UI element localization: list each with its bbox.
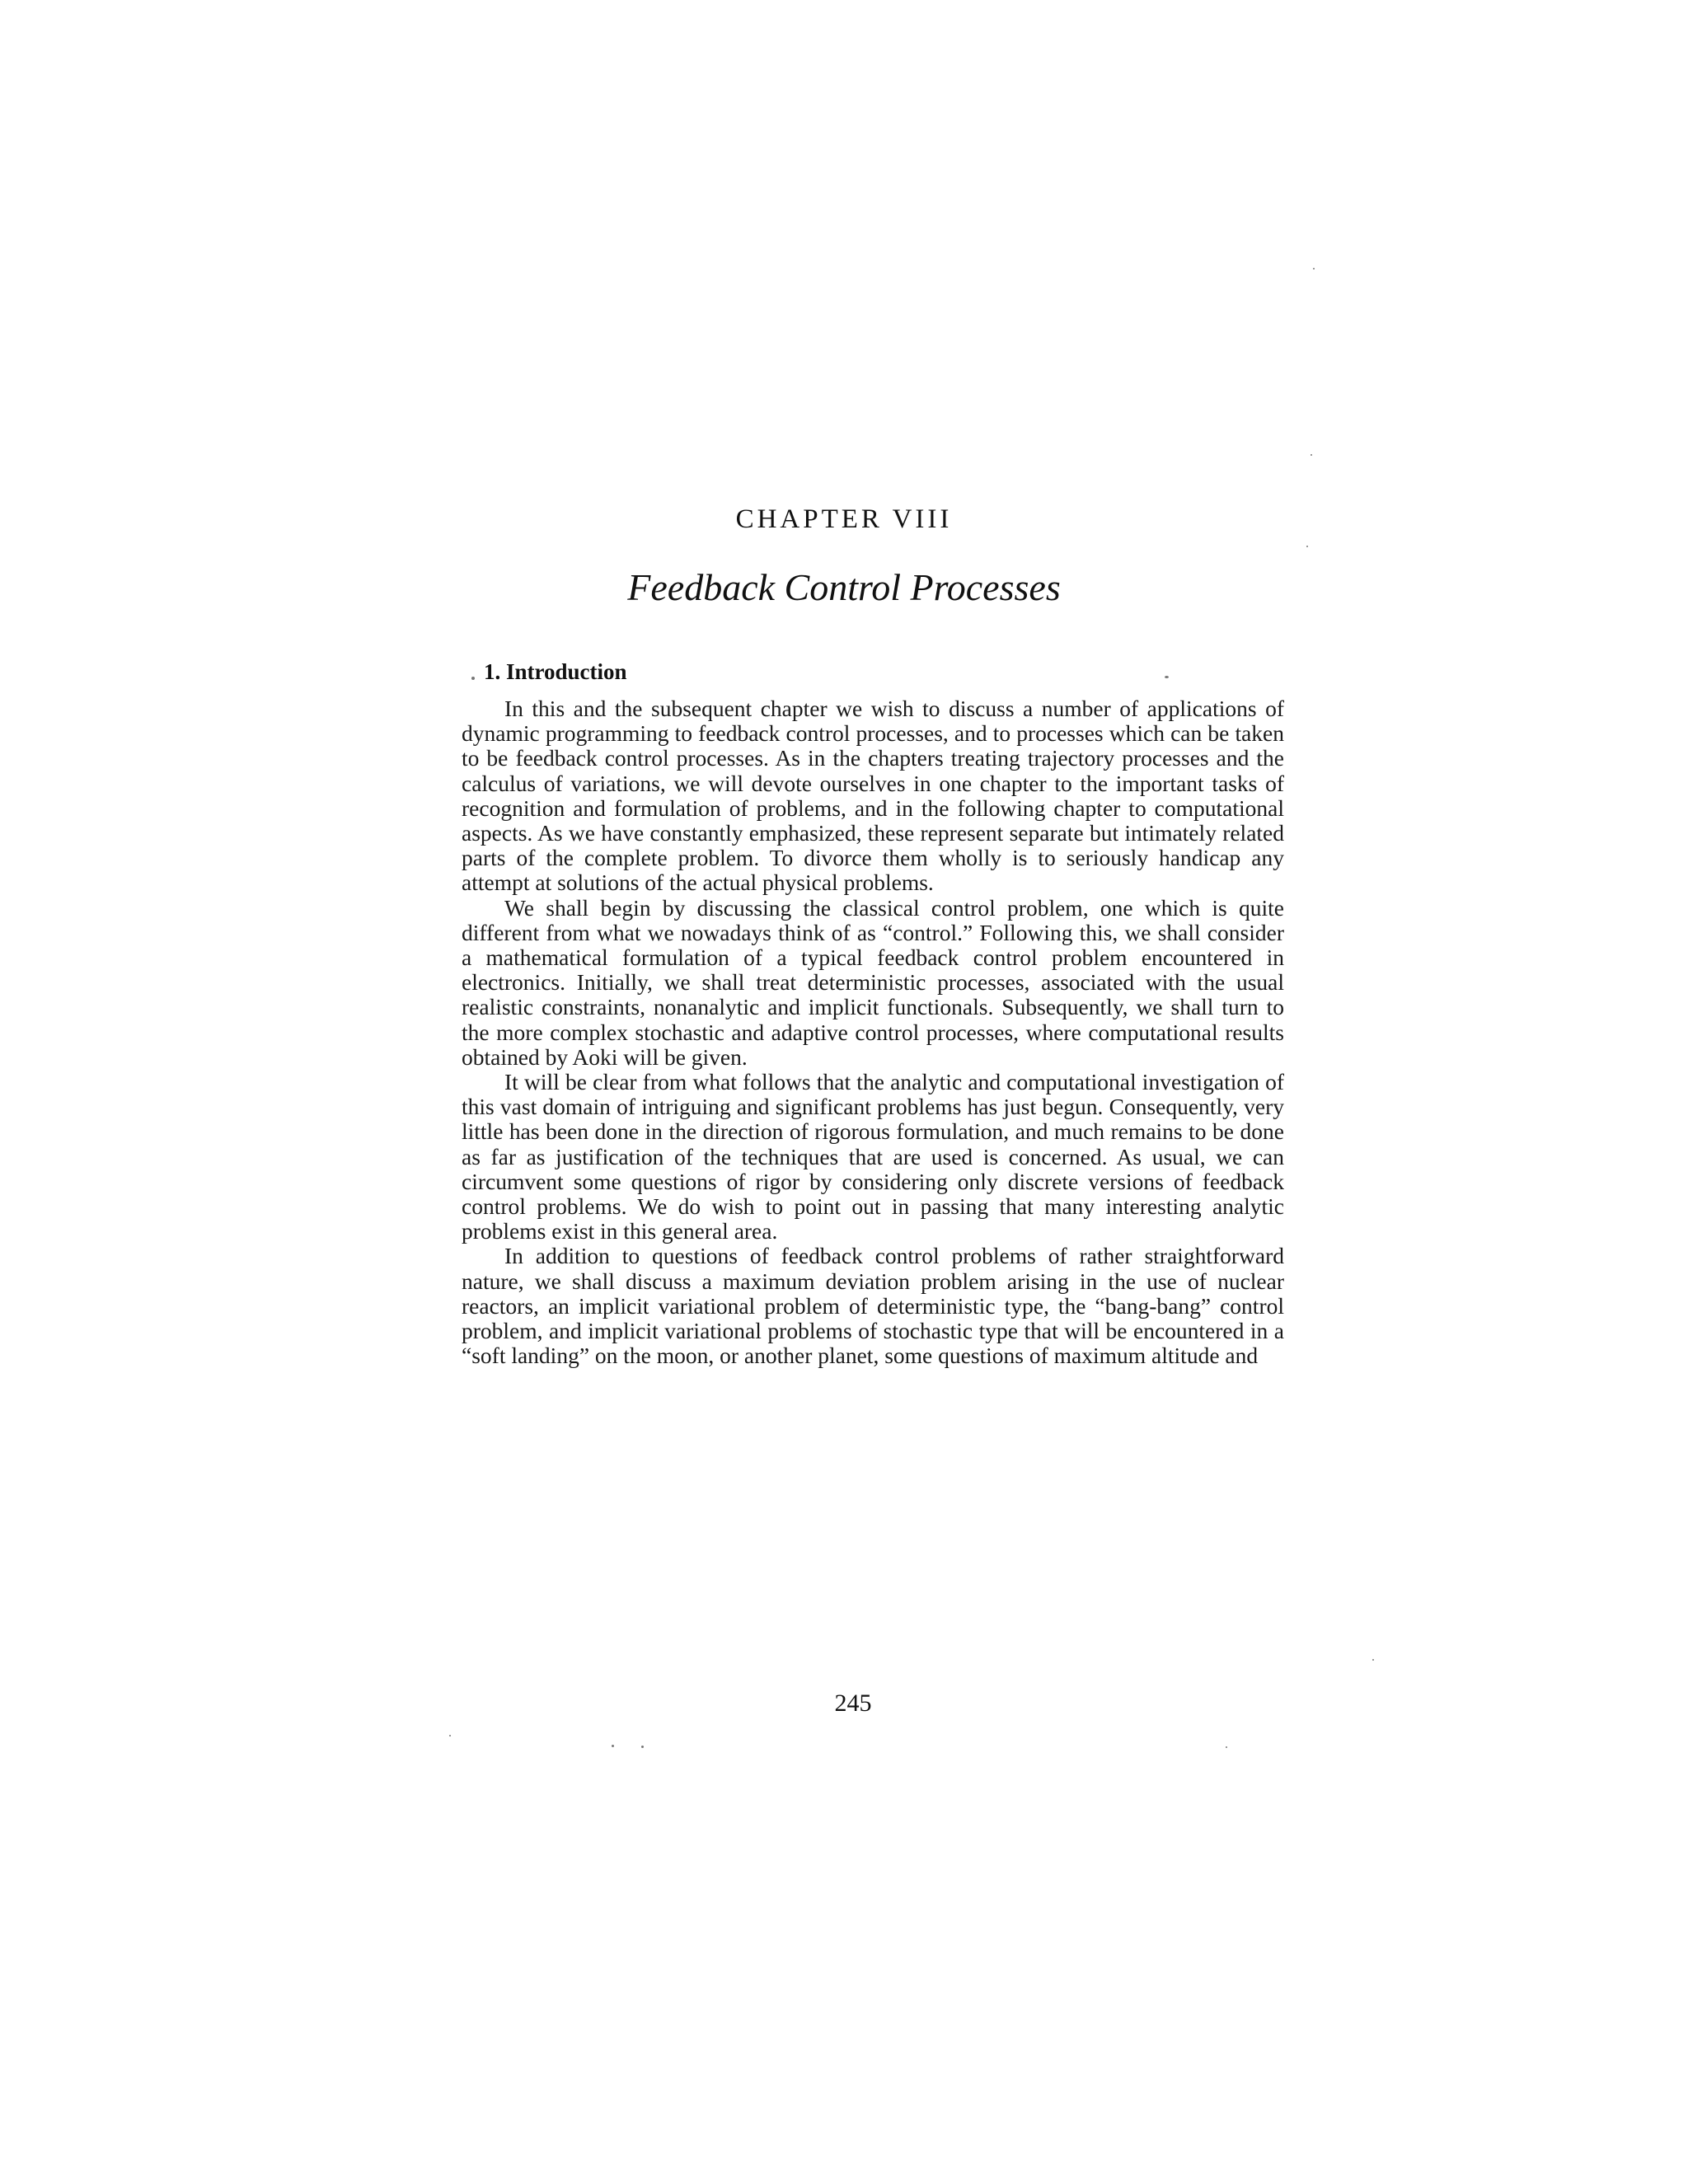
scan-speck: [1311, 454, 1312, 456]
paragraph: In this and the subsequent chapter we wish to discuss a number of applications of dynamic programming to feedback control processes, and to processes which can be taken to be feedback control processes. As in the chapters treating trajectory processes and the calculus of variations, we will devote ourselves in one chapter to the important tasks of recognition and formulation of problems, and in the following chapter to computational aspects. As we have constantly emphasized, these represent separate but intimately related parts of the complete problem. To divorce them wholly is to seriously handicap any attempt at solutions of the actual physical problems.: [462, 696, 1284, 896]
scan-speck: [449, 1735, 451, 1736]
scan-speck: [1306, 546, 1308, 547]
scan-speck: [1313, 268, 1315, 269]
section-heading: 1. Introduction: [484, 659, 627, 684]
paragraph: In addition to questions of feedback control problems of rather straightforward nature, we shall discuss a maximum deviation problem arising in the use of nuclear reactors, an implicit variational problem of deterministic type, the “bang-bang” control problem, and implicit variational problems of stochastic type that will be encountered in a “soft landing” on the moon, or another planet, some questions of maximum altitude and: [462, 1243, 1284, 1369]
chapter-title: Feedback Control Processes: [627, 566, 1061, 608]
scan-speck: [471, 677, 475, 680]
page-number: 245: [834, 1690, 872, 1717]
scan-speck: [612, 1745, 614, 1747]
scan-speck: [1165, 676, 1169, 678]
paragraph: We shall begin by discussing the classical control problem, one which is quite different from what we nowadays think of as “control.” Following this, we shall consider a mathematical formulation of a typical feedback control problem encountered in electronics. Initially, we shall treat deterministic processes, associated with the usual realistic constraints, nonanalytic and implicit functionals. Subsequently, we shall turn to the more complex stochastic and adaptive control processes, where computational results obtained by Aoki will be given.: [462, 894, 1284, 1070]
scan-speck: [1372, 1659, 1374, 1661]
body-text: [462, 696, 1284, 1368]
scan-speck: [641, 1746, 644, 1748]
scan-speck: [1226, 1746, 1227, 1748]
paragraph: It will be clear from what follows that the analytic and computational investigation of this vast domain of intriguing and significant problems has just begun. Consequently, very little has been done in the direction of rigorous formulation, and much remains to be done as far as justification of the techniques that are used is concerned. As usual, we can circumvent some questions of rigor by considering only discrete versions of feedback control problems. We do wish to point out in passing that many interesting analytic problems exist in this general area.: [462, 1069, 1284, 1244]
chapter-label: CHAPTER VIII: [735, 504, 953, 534]
